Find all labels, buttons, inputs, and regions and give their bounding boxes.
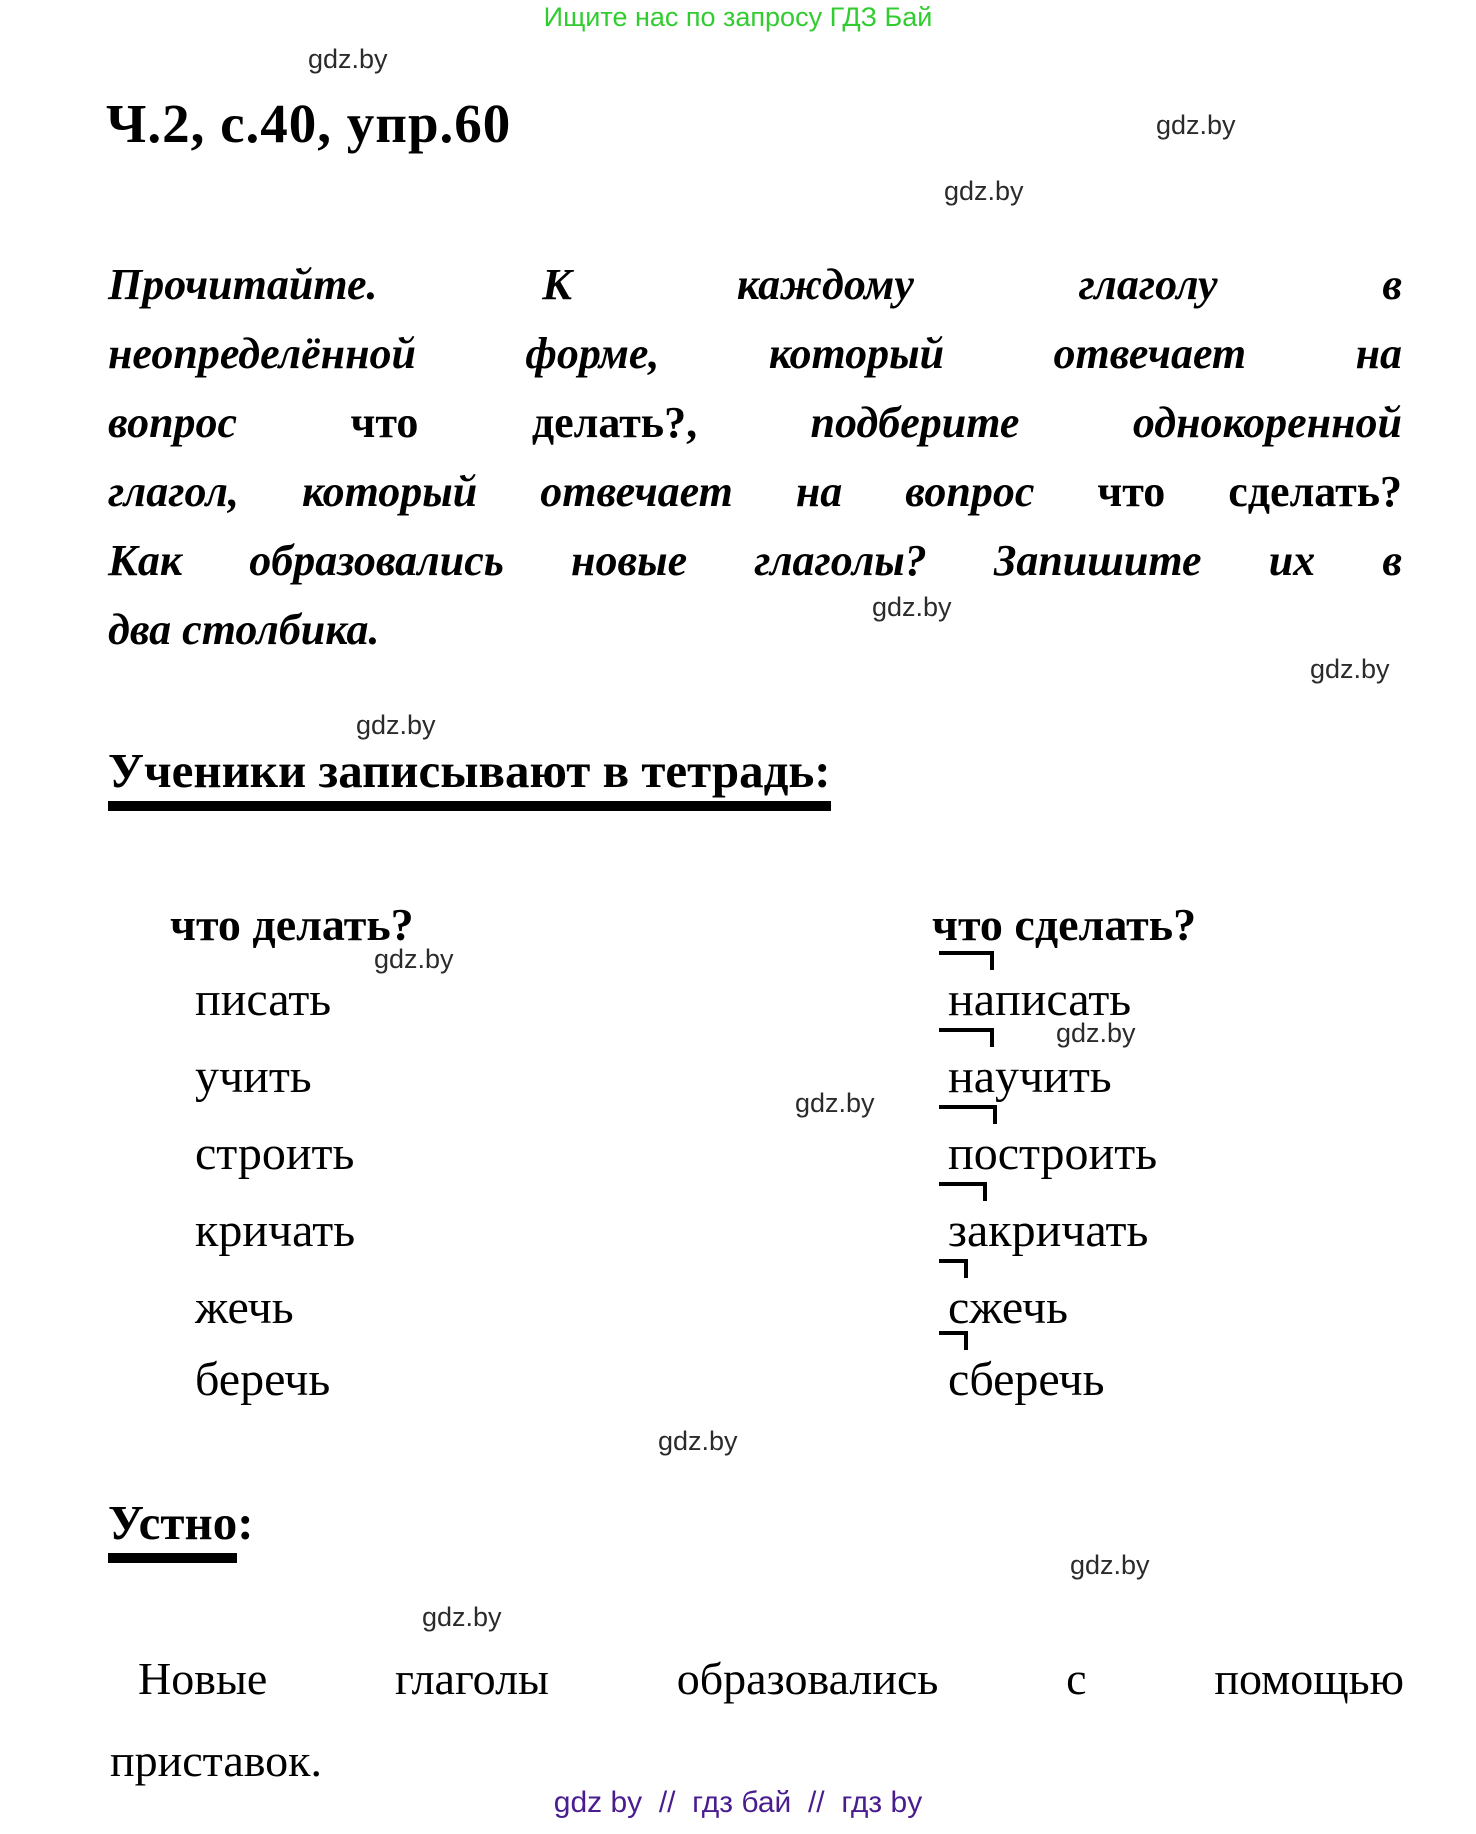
prefix-letters: за — [948, 1204, 989, 1257]
watermark: gdz.by — [944, 176, 1024, 206]
instruction-segment: глагол, который отвечает на вопрос — [108, 467, 1098, 516]
prefix-letters: с — [948, 1281, 970, 1334]
instruction-segment: неопределённой форме, который отвечает на — [108, 329, 1402, 378]
marked-prefix — [948, 972, 995, 1027]
marked-prefix — [948, 1049, 995, 1104]
prefix-letters: на — [948, 973, 995, 1026]
prefix-mark-icon — [939, 1105, 997, 1124]
prefix-mark-icon — [939, 1028, 994, 1047]
instruction-line — [108, 595, 1402, 664]
prefix-mark-icon — [939, 951, 994, 970]
verb-root: жечь — [969, 1281, 1068, 1334]
watermark: gdz.by — [374, 944, 454, 974]
instruction-paragraph — [108, 250, 1402, 664]
verb-imperfective: учить — [195, 1050, 312, 1103]
verb-root: учить — [995, 1050, 1112, 1103]
verb-imperfective: жечь — [195, 1281, 294, 1334]
section-heading-written — [108, 742, 831, 799]
promo-banner: Ищите нас по запросу ГДЗ Бай — [543, 2, 933, 32]
prefix-letters: с — [948, 1353, 970, 1406]
page-title: Ч.2, с.40, упр.60 — [106, 93, 512, 154]
watermark: gdz.by — [1070, 1550, 1150, 1580]
section-heading-oral — [108, 1494, 254, 1551]
prefix-mark-icon — [939, 1331, 968, 1350]
conclusion-line: приставок. — [110, 1735, 322, 1786]
section-heading-oral-label: Устно — [108, 1495, 237, 1563]
verb-row — [0, 1352, 1476, 1429]
watermark: gdz.by — [872, 592, 952, 622]
verb-row — [0, 1203, 1476, 1280]
watermark: gdz.by — [795, 1088, 875, 1118]
conclusion-line: Новые глаголы образовались с помощью — [138, 1653, 1404, 1704]
watermark: gdz.by — [308, 44, 388, 74]
instruction-segment: вопрос — [108, 398, 351, 447]
verb-imperfective: писать — [195, 973, 332, 1026]
verb-root: беречь — [969, 1353, 1105, 1406]
verb-row — [0, 1049, 1476, 1126]
verb-perfective — [948, 1352, 1105, 1407]
instruction-line — [108, 250, 1402, 319]
instruction-segment: что делать?, — [350, 398, 698, 447]
verb-imperfective: беречь — [195, 1353, 331, 1406]
marked-prefix — [948, 1280, 969, 1335]
prefix-mark-icon — [939, 1259, 968, 1278]
instruction-line — [108, 526, 1402, 595]
section-heading-oral-colon: : — [237, 1495, 254, 1550]
instruction-segment: два столбика. — [108, 605, 380, 654]
column-header-imperfective: что делать? — [170, 899, 414, 950]
verb-row — [0, 1280, 1476, 1357]
prefix-mark-icon — [939, 1182, 987, 1201]
verb-root: писать — [995, 973, 1132, 1026]
verb-perfective — [948, 1049, 1112, 1104]
conclusion-paragraph — [110, 1638, 1404, 1802]
section-heading-written-label: Ученики записывают в тетрадь: — [108, 743, 831, 811]
verb-perfective — [948, 972, 1131, 1027]
verb-table — [0, 972, 1476, 1442]
watermark: gdz.by — [356, 710, 436, 740]
marked-prefix — [948, 1352, 969, 1407]
verb-perfective — [948, 1203, 1148, 1258]
column-header-perfective: что сделать? — [932, 899, 1197, 950]
prefix-letters: по — [948, 1127, 998, 1180]
watermark: gdz.by — [1310, 654, 1390, 684]
verb-root: строить — [997, 1127, 1158, 1180]
verb-perfective — [948, 1280, 1068, 1335]
instruction-segment: Прочитайте. К каждому глаголу в — [108, 260, 1402, 309]
footer-links: gdz by // гдз бай // гдз by — [553, 1786, 923, 1819]
marked-prefix — [948, 1203, 988, 1258]
marked-prefix — [948, 1126, 998, 1181]
instruction-segment: что сделать? — [1097, 467, 1402, 516]
verb-imperfective: кричать — [195, 1204, 356, 1257]
watermark: gdz.by — [422, 1602, 502, 1632]
verb-root: кричать — [988, 1204, 1149, 1257]
watermark: gdz.by — [1056, 1018, 1136, 1048]
verb-row — [0, 972, 1476, 1049]
prefix-letters: на — [948, 1050, 995, 1103]
watermark: gdz.by — [658, 1426, 738, 1456]
instruction-line — [108, 457, 1402, 526]
verb-perfective — [948, 1126, 1157, 1181]
instruction-segment: Как образовались новые глаголы? Запишите их в — [108, 536, 1402, 585]
instruction-line — [108, 319, 1402, 388]
instruction-segment: подберите однокоренной — [697, 398, 1403, 447]
instruction-line — [108, 388, 1402, 457]
watermark: gdz.by — [1156, 110, 1236, 140]
verb-imperfective: строить — [195, 1127, 355, 1180]
verb-row — [0, 1126, 1476, 1203]
